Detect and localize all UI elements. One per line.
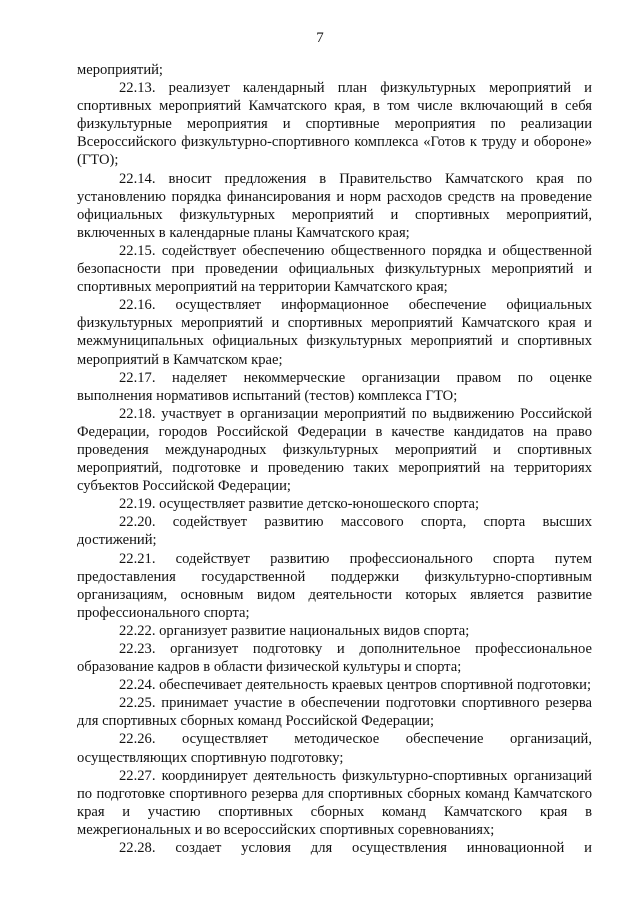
paragraph-22-16: 22.16. осуществляет информационное обеспечение официальных физкультурных мероприятий и спортивных мероприятий Камчатского края и межмуниципальных официальных физкультурных мероприятий и спортивных мероприятий в Камчатском крае; <box>77 297 592 368</box>
paragraph-22-20: 22.20. содействует развитию массового спорта, спорта высших достижений; <box>77 514 592 549</box>
paragraph-22-22: 22.22. организует развитие национальных видов спорта; <box>119 622 470 639</box>
paragraph-22-27: 22.27. координирует деятельность физкультурно-спортивных организаций по подготовке спортивного резерва для спортивных сборных команд Камчатского края и участию спортивных сборных команд Камчатского края в межрегиональных и во всероссийских спортивных соревнованиях; <box>77 767 592 838</box>
paragraph-22-23: 22.23. организует подготовку и дополнительное профессиональное образование кадров в области физической культуры и спорта; <box>77 641 592 676</box>
paragraph-22-13: 22.13. реализует календарный план физкультурных мероприятий и спортивных мероприятий Камчатского края, в том числе включающий в себя физкультурные мероприятия и спортивные мероприятия по реализации Всероссийского физкультурно-спортивного комплекса «Готов к труду и обороне» (ГТО); <box>77 80 592 169</box>
page-number: 7 <box>316 30 324 46</box>
paragraph-22-15: 22.15. содействует обеспечению общественного порядка и общественной безопасности при проведении официальных физкультурных мероприятий и спортивных мероприятий на территории Камчатского края; <box>77 242 592 296</box>
paragraph-22-25: 22.25. принимает участие в обеспечении подготовки спортивного резерва для спортивных сборных команд Российской Федерации; <box>77 695 592 730</box>
paragraph-22-17: 22.17. наделяет некоммерческие организации правом по оценке выполнения нормативов испытаний (тестов) комплекса ГТО; <box>77 369 592 404</box>
paragraph-22-21: 22.21. содействует развитию профессионального спорта путем предоставления государственной поддержки физкультурно-спортивным организациям, основным видом деятельности которых является развитие профессионального спорта; <box>77 550 592 621</box>
document-body <box>77 61 592 857</box>
paragraph-continuation: мероприятий; <box>77 62 163 78</box>
paragraph-22-28: 22.28. создает условия для осуществления инновационной и <box>119 840 592 857</box>
paragraph-22-18: 22.18. участвует в организации мероприятий по выдвижению Российской Федерации, городов Российской Федерации в качестве кандидатов на право проведения международных физкультурных мероприятий и спортивных мероприятий, подготовке и проведению таких мероприятий на территориях субъектов Российской Федерации; <box>77 405 592 495</box>
paragraph-22-19: 22.19. осуществляет развитие детско-юношеского спорта; <box>119 496 480 513</box>
paragraph-22-14: 22.14. вносит предложения в Правительство Камчатского края по установлению порядка финансирования и норм расходов средств на проведение официальных физкультурных мероприятий и спортивных мероприятий, включенных в календарные планы Камчатского края; <box>77 170 592 241</box>
paragraph-22-24: 22.24. обеспечивает деятельность краевых центров спортивной подготовки; <box>119 677 592 694</box>
paragraph-22-26: 22.26. осуществляет методическое обеспечение организаций, осуществляющих спортивную подготовку; <box>77 731 592 766</box>
